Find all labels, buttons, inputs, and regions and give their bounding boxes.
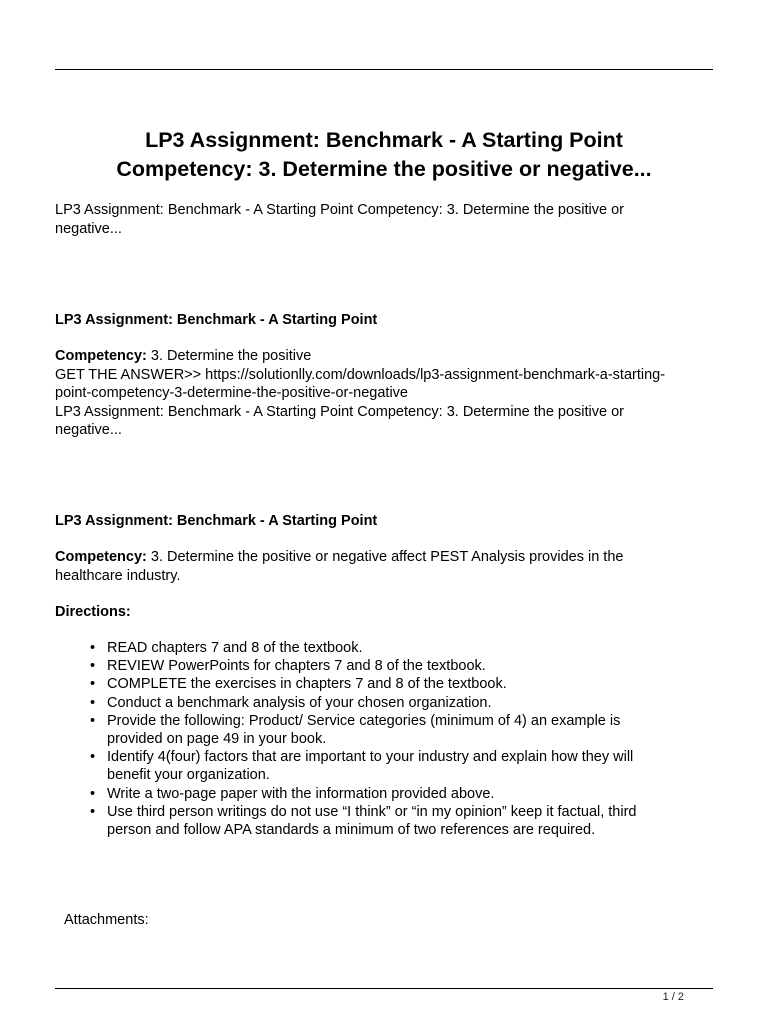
directions-list-item <box>90 639 710 657</box>
bullet-icon: • <box>90 749 96 766</box>
bullet-icon: • <box>90 640 96 656</box>
directions-list-item <box>90 803 710 839</box>
page-indicator: 1 / 2 <box>662 991 684 1003</box>
directions-list <box>90 639 710 839</box>
list-item-line: READ chapters 7 and 8 of the textbook. <box>107 640 363 656</box>
list-item-line: Conduct a benchmark analysis of your chosen organization. <box>107 694 492 711</box>
attachments-label: Attachments: <box>64 912 149 928</box>
title-line-2: Competency: 3. Determine the positive or negative... <box>116 157 652 181</box>
section-1-body <box>55 347 715 440</box>
bullet-icon: • <box>90 785 96 802</box>
bullet-icon: • <box>90 658 96 675</box>
competency-text: 3. Determine the positive <box>146 348 312 364</box>
summary-line-2: negative... <box>55 422 122 438</box>
directions-list-item <box>90 712 710 748</box>
section-2-heading: LP3 Assignment: Benchmark - A Starting Point <box>55 513 378 529</box>
bottom-rule <box>55 988 713 989</box>
section-1-heading: LP3 Assignment: Benchmark - A Starting Point <box>55 312 378 328</box>
list-item-line: Provide the following: Product/ Service categories (minimum of 4) an example is <box>107 712 621 729</box>
section-1-competency <box>55 347 715 366</box>
competency-text: 3. Determine the positive or negative affect PEST Analysis provides in the <box>146 549 624 565</box>
directions-list-item <box>90 657 710 675</box>
list-item-line: benefit your organization. <box>107 767 270 784</box>
intro-line-1: LP3 Assignment: Benchmark - A Starting Point Competency: 3. Determine the positive or <box>55 202 625 218</box>
directions-heading: Directions: <box>55 604 131 620</box>
competency-label: Competency: <box>55 549 147 565</box>
answer-link-line-1[interactable]: GET THE ANSWER>> https://solutionlly.com/downloads/lp3-assignment-benchmark-a-starting- <box>55 366 666 383</box>
summary-line-1: LP3 Assignment: Benchmark - A Starting Point Competency: 3. Determine the positive or <box>55 403 625 420</box>
list-item-line: Use third person writings do not use “I think” or “in my opinion” keep it factual, third <box>107 803 637 820</box>
section-2-competency-line-2: healthcare industry. <box>55 567 181 584</box>
bullet-icon: • <box>90 712 96 729</box>
directions-list-item <box>90 694 710 712</box>
list-item-line: COMPLETE the exercises in chapters 7 and 8 of the textbook. <box>107 676 507 693</box>
bullet-icon: • <box>90 676 96 693</box>
list-item-line: Write a two-page paper with the information provided above. <box>107 785 495 802</box>
answer-link-line-2[interactable]: point-competency-3-determine-the-positive-or-negative <box>55 385 408 401</box>
list-item-line: provided on page 49 in your book. <box>107 731 327 748</box>
title-line-1: LP3 Assignment: Benchmark - A Starting Point <box>145 128 623 152</box>
intro-paragraph <box>55 201 715 238</box>
directions-list-item <box>90 785 710 803</box>
directions-list-item <box>90 748 710 784</box>
section-2-competency-line-1 <box>55 548 715 567</box>
list-item-line: REVIEW PowerPoints for chapters 7 and 8 of the textbook. <box>107 658 486 675</box>
intro-line-2: negative... <box>55 220 122 237</box>
top-rule <box>55 69 713 70</box>
competency-label: Competency: <box>55 348 147 364</box>
bullet-icon: • <box>90 803 96 820</box>
page-title <box>55 126 713 184</box>
section-2-competency <box>55 548 715 585</box>
bullet-icon: • <box>90 694 96 711</box>
list-item-line: person and follow APA standards a minimum of two references are required. <box>107 822 596 839</box>
directions-list-item <box>90 675 710 693</box>
list-item-line: Identify 4(four) factors that are important to your industry and explain how they will <box>107 749 634 766</box>
